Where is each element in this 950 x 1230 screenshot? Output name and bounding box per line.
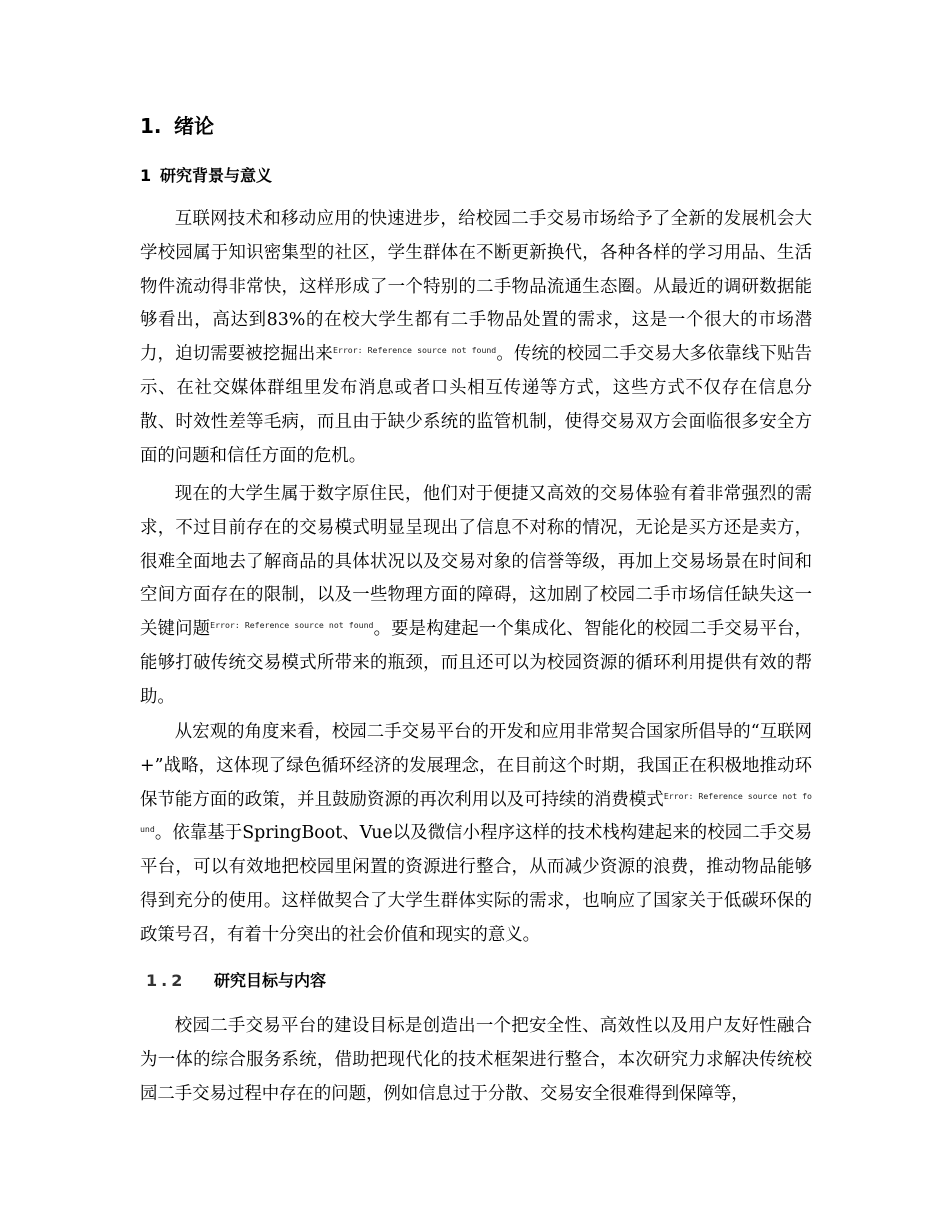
paragraph-text: 。传统的校园二手交易大多依靠线下贴告示、在社交媒体群组里发布消息或者口头相互传递等方式，这些方式不仅存在信息分散、时效性差等毛病，而且由于缺少系统的监管机制，使得交易双方会面临很多安全方面的问题和信任方面的危机。	[140, 344, 812, 466]
section-number: 1.2	[146, 971, 187, 990]
reference-error: Error: Reference source not found	[332, 345, 497, 356]
paragraph-text: 校园二手交易平台的建设目标是创造出一个把安全性、高效性以及用户友好性融合为一体的综合服务系统，借助把现代化的技术框架进行整合，本次研究力求解决传统校园二手交易过程中存在的问题，例如信息过于分散、交易安全很难得到保障等，	[140, 1016, 812, 1104]
section-number: 1	[140, 166, 152, 185]
chapter-heading	[140, 112, 214, 140]
section-title: 研究背景与意义	[160, 166, 273, 185]
paragraph-3	[140, 716, 812, 953]
reference-error: Error: Reference source not found	[210, 620, 374, 631]
paragraph-text: 。要是构建起一个集成化、智能化的校园二手交易平台，能够打破传统交易模式所带来的瓶颈，而且还可以为校园资源的循环利用提供有效的帮助。	[140, 619, 812, 707]
section-heading-1-1	[140, 164, 272, 188]
paragraph-text: 从宏观的角度来看，校园二手交易平台的开发和应用非常契合国家所倡导的“互联网+”战略，这体现了绿色循环经济的发展理念，在目前这个时期，我国正在积极地推动环保节能方面的政策，并且鼓励资源的再次利用以及可持续的消费模式	[140, 722, 812, 810]
section-title: 研究目标与内容	[214, 971, 327, 990]
chapter-title: 绪论	[174, 114, 214, 138]
paragraph-text: 互联网技术和移动应用的快速进步，给校园二手交易市场给予了全新的发展机会大学校园属于知识密集型的社区，学生群体在不断更新换代，各种各样的学习用品、生活物件流动得非常快，这样形成了一个特别的二手物品流通生态圈。从最近的调研数据能够看出，高达到83%的在校大学生都有二手物品处置的需求，这是一个很大的市场潜力，迫切需要被挖掘出来	[140, 209, 812, 365]
paragraph-4	[140, 1010, 812, 1111]
paragraph-text: 现在的大学生属于数字原住民，他们对于便捷又高效的交易体验有着非常强烈的需求，不过目前存在的交易模式明显呈现出了信息不对称的情况，无论是买方还是卖方，很难全面地去了解商品的具体状况以及交易对象的信誉等级，再加上交易场景在时间和空间方面存在的限制，以及一些物理方面的障碍，这加剧了校园二手市场信任缺失这一关键问题	[140, 484, 812, 640]
chapter-number: 1.	[140, 114, 162, 138]
reference-error: Error: Reference source not found	[140, 790, 812, 835]
section-heading-1-2	[140, 969, 326, 993]
paragraph-text: 。依靠基于SpringBoot、Vue以及微信小程序这样的技术栈构建起来的校园二手交易平台，可以有效地把校园里闲置的资源进行整合，从而减少资源的浪费，推动物品能够得到充分的使用。这样做契合了大学生群体实际的需求，也响应了国家关于低碳环保的政策号召，有着十分突出的社会价值和现实的意义。	[140, 823, 812, 945]
paragraph-1	[140, 203, 812, 473]
paragraph-2	[140, 478, 812, 715]
